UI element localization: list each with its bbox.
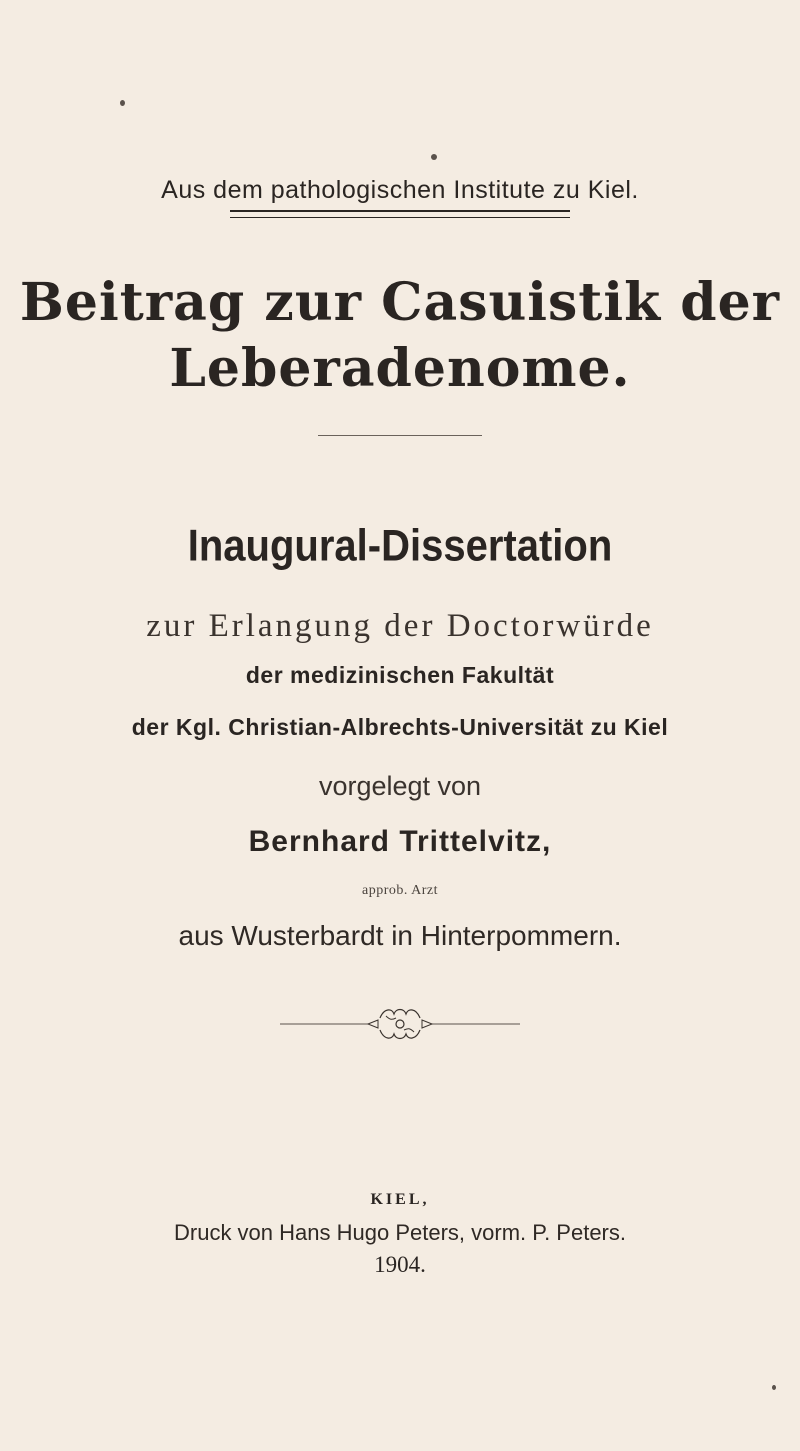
dissertation-heading: Inaugural-Dissertation — [187, 521, 613, 571]
ink-speck — [431, 154, 437, 160]
decorative-ornament-icon — [280, 1004, 520, 1044]
author-name: Bernhard Trittelvitz, — [248, 825, 552, 858]
imprint-printer: Druck von Hans Hugo Peters, vorm. P. Peters. — [174, 1220, 626, 1245]
imprint-city: KIEL, — [370, 1191, 430, 1208]
dissertation-purpose: zur Erlangung der Doctorwürde — [146, 608, 654, 644]
header-double-rule — [230, 210, 570, 218]
author-origin: aus Wusterbardt in Hinterpommern. — [178, 920, 622, 951]
title-divider — [318, 435, 482, 436]
ink-speck — [772, 1385, 776, 1390]
imprint-year: 1904. — [374, 1252, 426, 1277]
faculty-line: der medizinischen Fakultät — [245, 662, 555, 688]
title-line-2: Leberadenome. — [169, 338, 631, 399]
ink-speck — [120, 100, 125, 106]
author-qualification: approb. Arzt — [362, 883, 438, 898]
institute-header: Aus dem pathologischen Institute zu Kiel. — [161, 176, 639, 204]
title-line-1: Beitrag zur Casuistik der — [19, 272, 781, 333]
presented-by: vorgelegt von — [318, 771, 482, 801]
university-line: der Kgl. Christian-Albrechts-Universität zu Kiel — [131, 714, 669, 740]
